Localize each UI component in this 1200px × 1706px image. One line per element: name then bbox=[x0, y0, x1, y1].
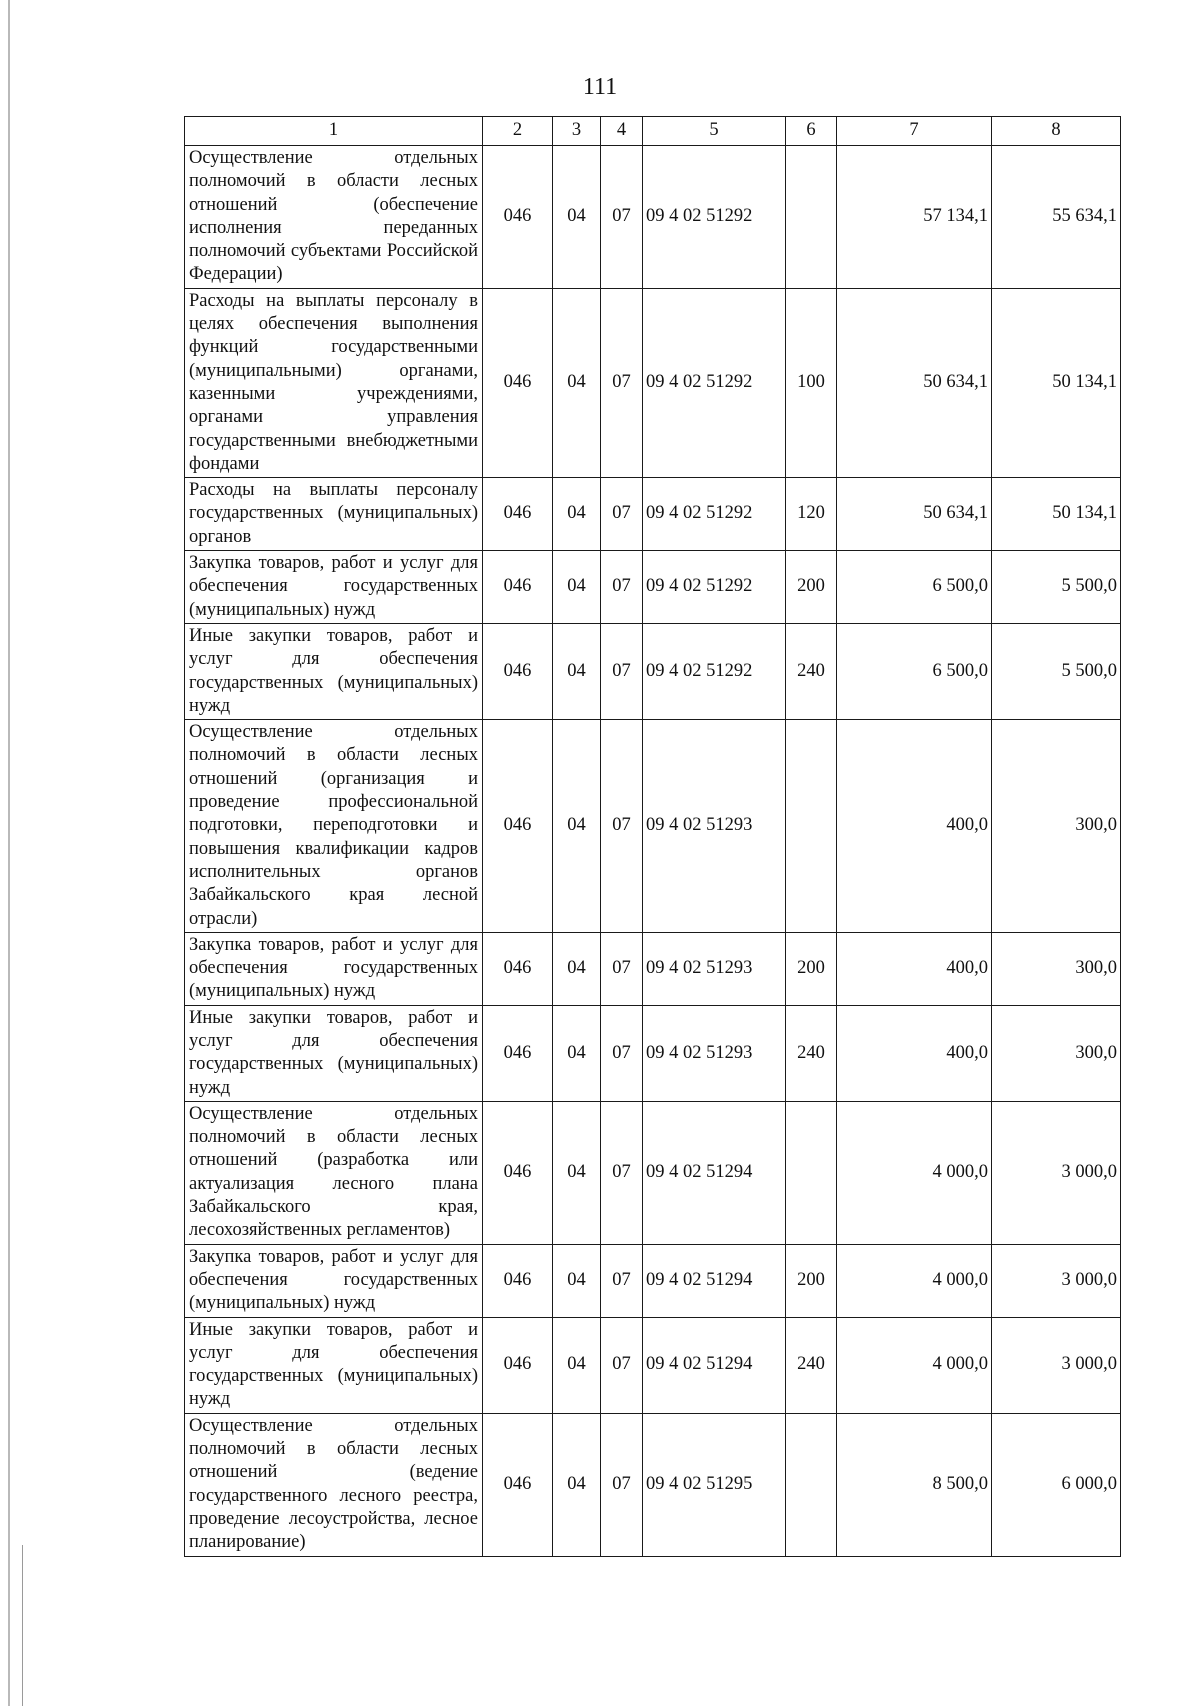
cell-target-article: 09 4 02 51295 bbox=[643, 1413, 786, 1556]
cell-amount-year-1: 6 500,0 bbox=[837, 623, 992, 719]
cell-section-code: 04 bbox=[553, 932, 601, 1005]
cell-subsection-code: 07 bbox=[601, 1317, 643, 1413]
cell-amount-year-2: 6 000,0 bbox=[992, 1413, 1121, 1556]
cell-target-article: 09 4 02 51294 bbox=[643, 1101, 786, 1244]
cell-ministry-code: 046 bbox=[483, 146, 553, 289]
row-description: Иные закупки товаров, работ и услуг для обеспечения государственных (муниципальных) нужд bbox=[185, 1317, 483, 1413]
table-row bbox=[185, 1244, 1121, 1317]
table-row bbox=[185, 1005, 1121, 1101]
cell-ministry-code: 046 bbox=[483, 551, 553, 624]
cell-section-code: 04 bbox=[553, 551, 601, 624]
budget-table bbox=[184, 116, 1121, 1557]
row-description: Осуществление отдельных полномочий в области лесных отношений (обеспечение исполнения переданных полномочий субъектами Российской Федерации) bbox=[185, 146, 483, 289]
cell-expense-type: 200 bbox=[786, 932, 837, 1005]
cell-amount-year-2: 5 500,0 bbox=[992, 551, 1121, 624]
column-header: 4 bbox=[601, 117, 643, 146]
cell-expense-type: 200 bbox=[786, 1244, 837, 1317]
cell-ministry-code: 046 bbox=[483, 932, 553, 1005]
column-header: 5 bbox=[643, 117, 786, 146]
row-description: Расходы на выплаты персоналу государственных (муниципальных) органов bbox=[185, 478, 483, 551]
cell-section-code: 04 bbox=[553, 623, 601, 719]
cell-target-article: 09 4 02 51294 bbox=[643, 1244, 786, 1317]
table-row bbox=[185, 1413, 1121, 1556]
row-description: Осуществление отдельных полномочий в области лесных отношений (разработка или актуализация лесного плана Забайкальского края, лесохозяйственных регламентов) bbox=[185, 1101, 483, 1244]
cell-amount-year-2: 55 634,1 bbox=[992, 146, 1121, 289]
table-row bbox=[185, 478, 1121, 551]
cell-target-article: 09 4 02 51292 bbox=[643, 623, 786, 719]
column-header: 3 bbox=[553, 117, 601, 146]
cell-subsection-code: 07 bbox=[601, 1005, 643, 1101]
cell-expense-type: 120 bbox=[786, 478, 837, 551]
cell-ministry-code: 046 bbox=[483, 1005, 553, 1101]
table-row bbox=[185, 288, 1121, 477]
cell-amount-year-2: 5 500,0 bbox=[992, 623, 1121, 719]
cell-expense-type: 240 bbox=[786, 623, 837, 719]
cell-amount-year-2: 3 000,0 bbox=[992, 1317, 1121, 1413]
cell-subsection-code: 07 bbox=[601, 551, 643, 624]
cell-section-code: 04 bbox=[553, 1244, 601, 1317]
cell-target-article: 09 4 02 51294 bbox=[643, 1317, 786, 1413]
cell-subsection-code: 07 bbox=[601, 720, 643, 933]
cell-amount-year-2: 3 000,0 bbox=[992, 1244, 1121, 1317]
column-header: 6 bbox=[786, 117, 837, 146]
cell-expense-type bbox=[786, 146, 837, 289]
cell-ministry-code: 046 bbox=[483, 1413, 553, 1556]
cell-amount-year-2: 300,0 bbox=[992, 932, 1121, 1005]
page-number: 111 bbox=[582, 74, 618, 100]
cell-section-code: 04 bbox=[553, 1413, 601, 1556]
cell-ministry-code: 046 bbox=[483, 1101, 553, 1244]
cell-section-code: 04 bbox=[553, 288, 601, 477]
cell-amount-year-2: 3 000,0 bbox=[992, 1101, 1121, 1244]
cell-target-article: 09 4 02 51292 bbox=[643, 551, 786, 624]
cell-subsection-code: 07 bbox=[601, 146, 643, 289]
row-description: Осуществление отдельных полномочий в области лесных отношений (ведение государственного лесного реестра, проведение лесоустройства, лесное планирование) bbox=[185, 1413, 483, 1556]
cell-section-code: 04 bbox=[553, 1101, 601, 1244]
cell-expense-type bbox=[786, 720, 837, 933]
cell-target-article: 09 4 02 51292 bbox=[643, 288, 786, 477]
cell-section-code: 04 bbox=[553, 1005, 601, 1101]
cell-ministry-code: 046 bbox=[483, 288, 553, 477]
cell-amount-year-1: 4 000,0 bbox=[837, 1244, 992, 1317]
cell-expense-type: 100 bbox=[786, 288, 837, 477]
cell-subsection-code: 07 bbox=[601, 1244, 643, 1317]
table-row bbox=[185, 1101, 1121, 1244]
cell-amount-year-1: 50 634,1 bbox=[837, 288, 992, 477]
table-row bbox=[185, 720, 1121, 933]
table-row bbox=[185, 146, 1121, 289]
cell-amount-year-1: 50 634,1 bbox=[837, 478, 992, 551]
cell-amount-year-1: 4 000,0 bbox=[837, 1317, 992, 1413]
cell-amount-year-1: 400,0 bbox=[837, 932, 992, 1005]
cell-subsection-code: 07 bbox=[601, 1101, 643, 1244]
cell-ministry-code: 046 bbox=[483, 623, 553, 719]
cell-expense-type: 200 bbox=[786, 551, 837, 624]
cell-amount-year-1: 8 500,0 bbox=[837, 1413, 992, 1556]
cell-target-article: 09 4 02 51293 bbox=[643, 720, 786, 933]
cell-ministry-code: 046 bbox=[483, 1244, 553, 1317]
cell-subsection-code: 07 bbox=[601, 932, 643, 1005]
column-header: 8 bbox=[992, 117, 1121, 146]
row-description: Расходы на выплаты персоналу в целях обеспечения выполнения функций государственными (муниципальными) органами, казенными учреждениями, органами управления государственными внебюджетными фондами bbox=[185, 288, 483, 477]
cell-expense-type: 240 bbox=[786, 1005, 837, 1101]
cell-section-code: 04 bbox=[553, 146, 601, 289]
table-row bbox=[185, 1317, 1121, 1413]
cell-target-article: 09 4 02 51292 bbox=[643, 146, 786, 289]
column-header: 2 bbox=[483, 117, 553, 146]
cell-amount-year-1: 400,0 bbox=[837, 1005, 992, 1101]
cell-section-code: 04 bbox=[553, 478, 601, 551]
cell-target-article: 09 4 02 51293 bbox=[643, 1005, 786, 1101]
table-row bbox=[185, 932, 1121, 1005]
cell-subsection-code: 07 bbox=[601, 288, 643, 477]
row-description: Закупка товаров, работ и услуг для обеспечения государственных (муниципальных) нужд bbox=[185, 932, 483, 1005]
cell-section-code: 04 bbox=[553, 1317, 601, 1413]
row-description: Осуществление отдельных полномочий в области лесных отношений (организация и проведение профессиональной подготовки, переподготовки и повышения квалификации кадров исполнительных органов Забайкальского края лесной отрасли) bbox=[185, 720, 483, 933]
cell-expense-type bbox=[786, 1101, 837, 1244]
table-header-row bbox=[185, 117, 1121, 146]
cell-amount-year-1: 4 000,0 bbox=[837, 1101, 992, 1244]
row-description: Закупка товаров, работ и услуг для обеспечения государственных (муниципальных) нужд bbox=[185, 551, 483, 624]
table-row bbox=[185, 551, 1121, 624]
row-description: Иные закупки товаров, работ и услуг для обеспечения государственных (муниципальных) нужд bbox=[185, 623, 483, 719]
cell-target-article: 09 4 02 51292 bbox=[643, 478, 786, 551]
cell-expense-type: 240 bbox=[786, 1317, 837, 1413]
cell-section-code: 04 bbox=[553, 720, 601, 933]
cell-subsection-code: 07 bbox=[601, 478, 643, 551]
column-header: 1 bbox=[185, 117, 483, 146]
cell-subsection-code: 07 bbox=[601, 623, 643, 719]
cell-amount-year-2: 50 134,1 bbox=[992, 288, 1121, 477]
row-description: Иные закупки товаров, работ и услуг для обеспечения государственных (муниципальных) нужд bbox=[185, 1005, 483, 1101]
scan-edge-line bbox=[22, 1545, 23, 1706]
cell-amount-year-1: 6 500,0 bbox=[837, 551, 992, 624]
cell-amount-year-2: 300,0 bbox=[992, 1005, 1121, 1101]
cell-amount-year-1: 57 134,1 bbox=[837, 146, 992, 289]
cell-ministry-code: 046 bbox=[483, 720, 553, 933]
cell-ministry-code: 046 bbox=[483, 1317, 553, 1413]
cell-amount-year-2: 50 134,1 bbox=[992, 478, 1121, 551]
table-body bbox=[185, 117, 1121, 1557]
cell-ministry-code: 046 bbox=[483, 478, 553, 551]
scan-edge-line bbox=[8, 0, 10, 1706]
cell-subsection-code: 07 bbox=[601, 1413, 643, 1556]
column-header: 7 bbox=[837, 117, 992, 146]
cell-target-article: 09 4 02 51293 bbox=[643, 932, 786, 1005]
row-description: Закупка товаров, работ и услуг для обеспечения государственных (муниципальных) нужд bbox=[185, 1244, 483, 1317]
cell-amount-year-2: 300,0 bbox=[992, 720, 1121, 933]
cell-expense-type bbox=[786, 1413, 837, 1556]
cell-amount-year-1: 400,0 bbox=[837, 720, 992, 933]
table-row bbox=[185, 623, 1121, 719]
